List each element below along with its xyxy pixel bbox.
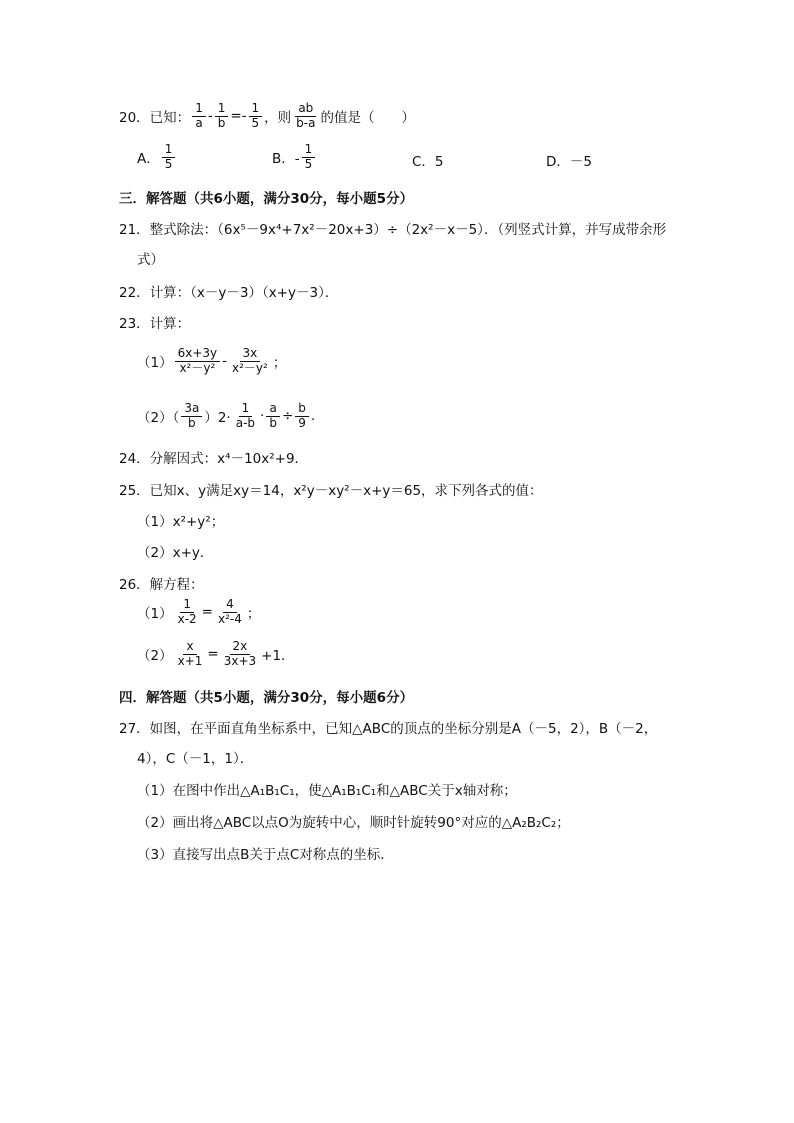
question-21-line-1: 21．整式除法：（6x⁵－9x⁴+7x²－20x+3）÷（2x²－x－5）．（列竖式计算，并写成带余形 bbox=[119, 222, 667, 238]
question-27-line-1: 27．如图，在平面直角坐标系中，已知△ABC的顶点的坐标分别是A（－5，2），B（－2， bbox=[119, 721, 658, 737]
q20-fraction-3: $\frac{1}{5}$ bbox=[249, 102, 263, 131]
question-22: 22．计算：（x－y－3）（x+y－3）． bbox=[119, 285, 339, 301]
q26-part-2: （2） $\frac{x}{x+1}$ = $\frac{2x}{3x+3}$ +1． bbox=[137, 639, 295, 668]
question-27-line-2: 4），C（－1，1）． bbox=[137, 751, 254, 767]
section-3-heading: 三．解答题（共6小题，满分30分，每小题5分） bbox=[119, 191, 414, 207]
q25-part-1: （1）x²+y²； bbox=[137, 514, 225, 530]
question-24: 24．分解因式：x⁴－10x²+9． bbox=[119, 451, 309, 467]
q20-option-c: C．5 bbox=[412, 154, 444, 170]
q20-fraction-2: $\frac{1}{b}$ bbox=[215, 102, 229, 131]
q20-label: 20．已知： bbox=[119, 110, 191, 127]
question-20: 20．已知： $\frac{1}{a}$ - $\frac{1}{b}$ =- $\frac{1}{5}$ ，则 $\frac{ab}{b-a}$ 的值是（ ） bbox=[119, 101, 415, 130]
q20-option-a: A． $\frac{1}{5}$ bbox=[137, 143, 177, 172]
q20-option-b: B．- $\frac{1}{5}$ bbox=[272, 143, 317, 172]
section-4-heading: 四．解答题（共5小题，满分30分，每小题6分） bbox=[119, 690, 414, 706]
q26-part-1: （1） $\frac{1}{x-2}$ = $\frac{4}{\text{x²-4}}$ ； bbox=[137, 597, 261, 626]
q20-fraction-4: $\frac{ab}{b-a}$ bbox=[296, 101, 316, 130]
q25-part-2: （2）x+y． bbox=[137, 545, 214, 561]
q23-part-1: （1） $\frac{6x+3y}{\text{x²－y²}}$ - $\frac{3x}{\text{x²－y²}}$ ； bbox=[137, 346, 287, 375]
q23-part-2: （2）（ $\frac{3a}{b}$ ）2· $\frac{1}{a-b}$ · $\frac{a}{b}$ ÷ $\frac{b}{9}$ . bbox=[137, 401, 316, 430]
question-25: 25．已知x、y满足xy＝14，x²y－xy²－x+y＝65，求下列各式的值： bbox=[119, 483, 543, 499]
question-21-line-2: 式） bbox=[137, 252, 164, 268]
question-26-label: 26．解方程： bbox=[119, 577, 204, 593]
q27-part-1: （1）在图中作出△A₁B₁C₁，使△A₁B₁C₁和△ABC关于x轴对称； bbox=[137, 783, 517, 799]
q20-fraction-1: $\frac{1}{a}$ bbox=[192, 102, 206, 131]
q27-part-2: （2）画出将△ABC以点O为旋转中心，顺时针旋转90°对应的△A₂B₂C₂； bbox=[137, 815, 570, 831]
q20-option-d: D．－5 bbox=[546, 154, 592, 170]
question-23-label: 23．计算： bbox=[119, 316, 191, 332]
q27-part-3: （3）直接写出点B关于点C对称点的坐标． bbox=[137, 847, 394, 863]
